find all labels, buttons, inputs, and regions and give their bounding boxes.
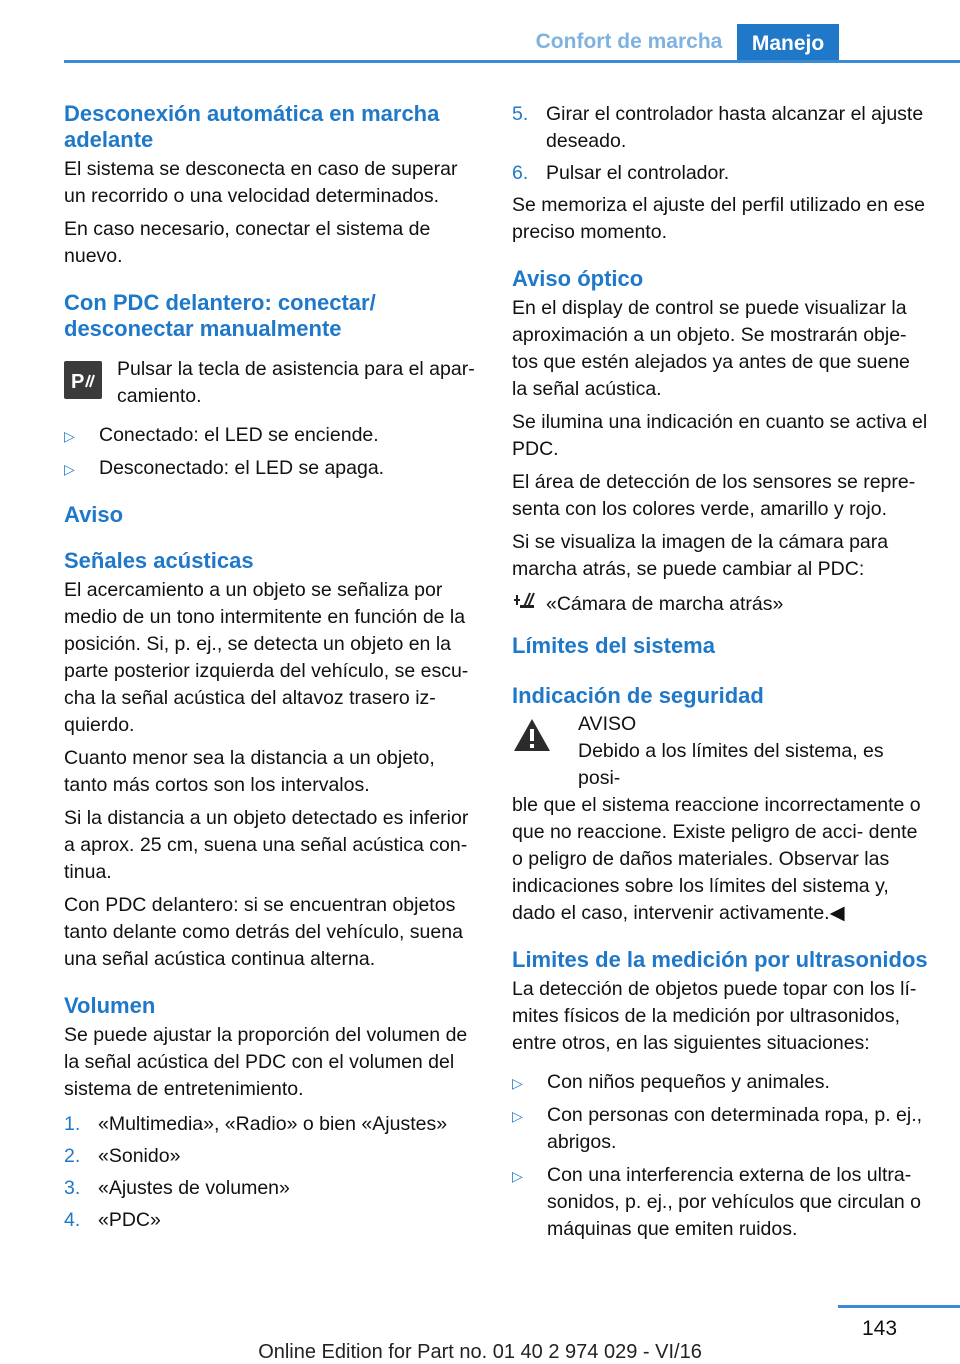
step-text: «Ajustes de volumen» — [98, 1177, 290, 1199]
step-number: 6. — [512, 162, 529, 184]
right-column — [512, 101, 928, 1249]
list-item — [64, 1175, 478, 1202]
section-title-system-limits: Límites del sistema — [512, 633, 715, 658]
list-item — [64, 1207, 478, 1234]
warning-text: ble que el sistema reaccione incorrectamente o que no reaccione. Existe peligro de acci- dente o peligro de daños materiales. Observar las indicaciones sobre los límites del sistema y, dado el caso, intervenir activamente.◀ — [512, 794, 921, 924]
list-item — [64, 1143, 478, 1170]
warning-triangle-icon — [512, 717, 552, 761]
paragraph: El sistema se desconecta en caso de superar un recorrido o una velocidad determinados. — [64, 158, 458, 207]
led-status-list — [64, 422, 478, 482]
step-number: 2. — [64, 1145, 81, 1167]
step-text: Pulsar el controlador. — [546, 162, 730, 184]
limit-situations-list — [512, 1069, 928, 1243]
left-column — [64, 101, 478, 1239]
pdc-symbol-icon — [512, 589, 546, 619]
paragraph: El área de detección de los sensores se repre- senta con los colores verde, amarillo y rojo. — [512, 471, 916, 520]
paragraph: En caso necesario, conectar el sistema de nuevo. — [64, 218, 431, 267]
header-rule — [64, 60, 960, 63]
list-item: ▷ Desconectado: el LED se apaga. — [64, 455, 478, 482]
section-title-aviso: Aviso — [64, 502, 124, 527]
section-title-acoustic-signals: Señales acústicas — [64, 548, 254, 573]
section-title-auto-disconnect: Desconexión automática en marcha adelante — [64, 101, 440, 152]
volume-steps — [64, 1111, 478, 1234]
list-item: ▷ Con niños pequeños y animales. — [512, 1069, 928, 1096]
edition-footer: Online Edition for Part no. 01 40 2 974 029 - VI/16 — [258, 1341, 702, 1363]
section-title-front-pdc: Con PDC delantero: conectar/ desconectar manualmente — [64, 290, 376, 341]
step-text: «Sonido» — [98, 1145, 181, 1167]
svg-text:P: P — [71, 371, 85, 393]
paragraph: Se puede ajustar la proporción del volumen de la señal acústica del PDC con el volumen del sistema de entretenimiento. — [64, 1024, 468, 1100]
list-item: ▷ Conectado: el LED se enciende. — [64, 422, 478, 449]
step-number: 5. — [512, 103, 529, 125]
camera-menu-label: «Cámara de marcha atrás» — [546, 592, 784, 615]
paragraph: La detección de objetos puede topar con los lí- mites físicos de la medición por ultrasonidos, entre otros, en las siguientes situaciones: — [512, 978, 917, 1054]
paragraph: Si se visualiza la imagen de la cámara para marcha atrás, se puede cambiar al PDC: — [512, 531, 889, 580]
step-text: «PDC» — [98, 1209, 161, 1231]
warning-label: AVISO — [578, 713, 637, 735]
paragraph: En el display de control se puede visualizar la aproximación a un objeto. Se mostrarán obje- tos que estén alejados ya antes de que suene la señal acústica. — [512, 297, 910, 400]
list-item — [64, 1111, 478, 1138]
step-number: 4. — [64, 1209, 81, 1231]
step-number: 1. — [64, 1113, 81, 1135]
paragraph: Cuanto menor sea la distancia a un objeto, tanto más cortos son los intervalos. — [64, 747, 435, 796]
paragraph: El acercamiento a un objeto se señaliza por medio de un tono intermitente en función de la posición. Si, p. ej., se detecta un objeto en la parte posterior izquierda del vehículo, se escu- cha la señal acústica del altavoz trasero iz- quierdo. — [64, 579, 469, 736]
warning-block — [512, 711, 928, 792]
paragraph: Se memoriza el ajuste del perfil utilizado en ese preciso momento. — [512, 194, 925, 243]
parking-assist-icon — [64, 361, 102, 399]
step-number: 3. — [64, 1177, 81, 1199]
parking-assist-key-row — [64, 356, 478, 410]
header-chapter-tab: Manejo — [737, 24, 839, 63]
paragraph: Con PDC delantero: si se encuentran objetos tanto delante como detrás del vehículo, suena una señal acústica continua alterna. — [64, 894, 463, 970]
paragraph: Pulsar la tecla de asistencia para el apar- camiento. — [117, 358, 475, 407]
list-item — [512, 160, 928, 187]
page-number: 143 — [862, 1317, 898, 1340]
list-item: ▷ Con una interferencia externa de los ultra- sonidos, p. ej., por vehículos que circulan o máquinas que emiten ruidos. — [512, 1162, 928, 1243]
section-title-ultrasonic-limits: Limites de la medición por ultrasonidos — [512, 947, 928, 972]
paragraph: Si la distancia a un objeto detectado es inferior a aprox. 25 cm, suena una señal acústica con- tinua. — [64, 807, 469, 883]
list-item: ▷ Con personas con determinada ropa, p. ej., abrigos. — [512, 1102, 928, 1156]
section-title-optical-warning: Aviso óptico — [512, 266, 644, 291]
header-section-tab: Confort de marcha — [535, 30, 723, 53]
pdc-switch-row — [512, 589, 928, 619]
footer-rule — [838, 1305, 960, 1308]
section-title-volume: Volumen — [64, 993, 156, 1018]
step-text: Girar el controlador hasta alcanzar el ajuste deseado. — [546, 103, 924, 152]
volume-steps-continued — [512, 101, 928, 187]
step-text: «Multimedia», «Radio» o bien «Ajustes» — [98, 1113, 448, 1135]
paragraph: Se ilumina una indicación en cuanto se activa el PDC. — [512, 411, 928, 460]
warning-first-line: Debido a los límites del sistema, es posi- — [578, 740, 884, 789]
section-title-safety: Indicación de seguridad — [512, 683, 764, 708]
list-item — [512, 101, 928, 155]
